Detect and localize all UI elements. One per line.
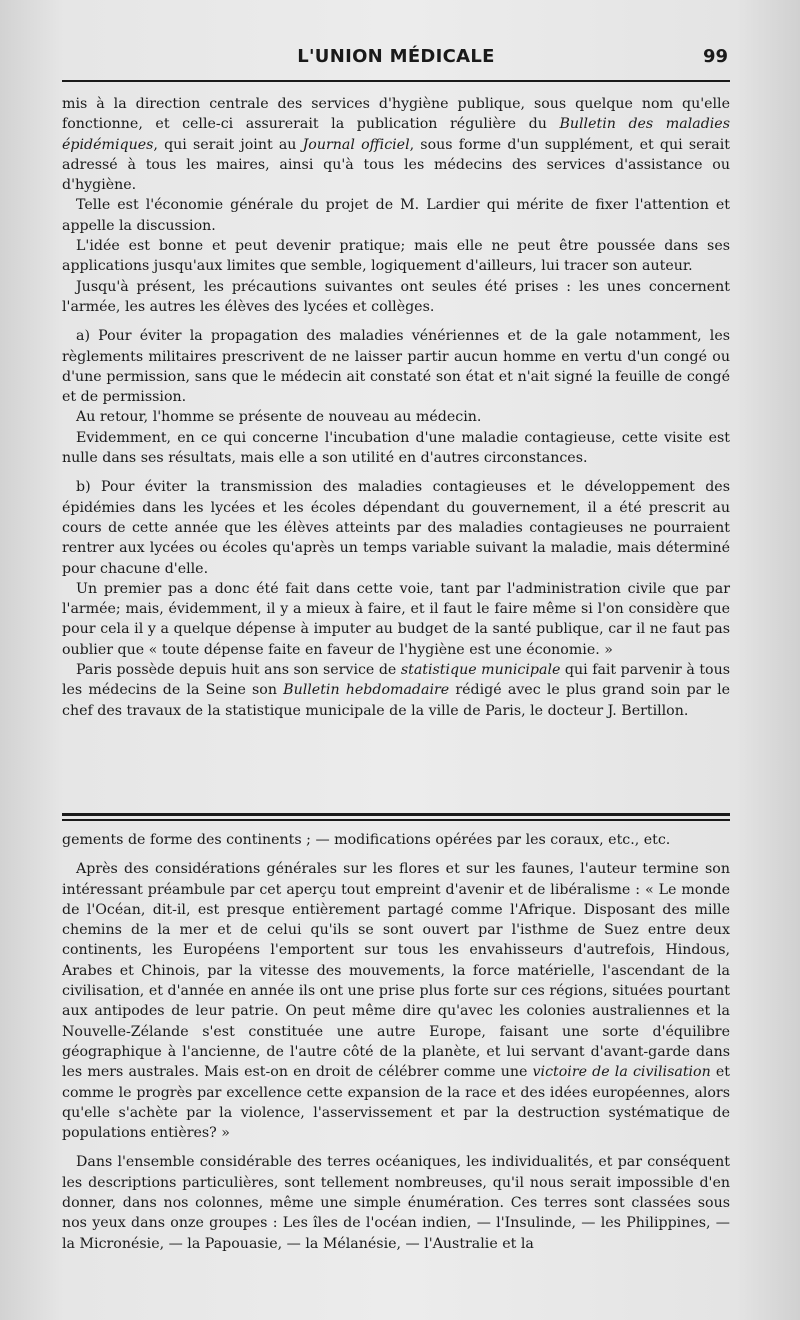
bottom-article — [62, 830, 730, 1254]
paragraph: Telle est l'économie générale du projet de M. Lardier qui mérite de fixer l'attention et appelle la discussion. — [62, 197, 730, 234]
paragraph: mis à la direction centrale des services d'hygiène publique, sous quelque nom qu'elle fonctionne, et celle-ci assurerait la publication régulière du Bulletin des maladies épidémiques, qui serait joint au Journal officiel, sous forme d'un supplément, et qui serait adressé à tous les maires, ainsi qu'à tous les médecins des services d'assistance ou d'hygiène. — [62, 96, 731, 194]
paragraph: Evidemment, en ce qui concerne l'incubation d'une maladie contagieuse, cette visite est nulle dans ses résultats, mais elle a son utilité en d'autres circonstances. — [62, 429, 730, 467]
page-number: 99 — [702, 46, 728, 67]
paragraph: Au retour, l'homme se présente de nouveau au médecin. — [76, 409, 482, 426]
paragraph: Dans l'ensemble considérable des terres océaniques, les individualités, et par conséquent les descriptions particulières, sont tellement nombreuses, qu'il nous serait impossible d'en donner, dans nos colonnes, même une simple énumération. Ces terres sont classées sous nos yeux dans onze groupes : Les îles de l'océan indien, — l'Insulinde, — les Philippines, — la Micronésie, — la Papouasie, — la Mélanésie, — l'Australie et la — [62, 1154, 730, 1252]
paragraph: L'idée est bonne et peut devenir pratique; mais elle ne peut être poussée dans ses applications jusqu'aux limites que semble, logiquement d'ailleurs, lui tracer son auteur. — [62, 238, 730, 275]
page-header — [62, 46, 730, 76]
paragraph: gements de forme des continents ; — modifications opérées par les coraux, etc., etc. — [62, 832, 671, 848]
header-rule — [62, 80, 730, 82]
paragraph: Jusqu'à présent, les précautions suivantes ont seules été prises : les unes concernent l'armée, les autres les élèves des lycées et collèges. — [62, 278, 730, 315]
running-title: L'UNION MÉDICALE — [297, 46, 495, 67]
paragraph: Paris possède depuis huit ans son service de statistique municipale qui fait parvenir à tous les médecins de la Seine son Bulletin hebdomadaire rédigé avec le plus grand soin par le chef des travaux de la statistique municipale de la ville de Paris, le docteur J. Bertillon. — [62, 662, 731, 719]
section-rule-thin — [62, 819, 730, 821]
paragraph: Un premier pas a donc été fait dans cette voie, tant par l'administration civile que par l'armée; mais, évidemment, il y a mieux à faire, et il faut le faire même si l'on considère que pour cela il y a quelque dépense à imputer au budget de la santé publique, car il ne faut pas oublier que « toute dépense faite en faveur de l'hygiène est une économie. » — [62, 580, 730, 658]
top-article — [62, 94, 730, 721]
paragraph: a) Pour éviter la propagation des maladies vénériennes et de la gale notamment, les règlements militaires prescrivent de ne laisser partir aucun homme en vertu d'un congé ou d'une permission, sans que le médecin ait constaté son état et n'ait signé la feuille de congé et de permission. — [62, 328, 730, 406]
paragraph: Après des considérations générales sur les flores et sur les faunes, l'auteur termine son intéressant préambule par cet aperçu tout empreint d'avenir et de libéralisme : « Le monde de l'Océan, dit-il, est presque entièrement partagé comme l'Afrique. Disposant des mille chemins de la mer et de celui qu'ils se sont ouvert par l'isthme de Suez entre deux continents, les Européens l'emportent sur tous les envahisseurs d'autrefois, Hindous, Arabes et Chinois, par la vitesse des mouvements, la force matérielle, l'ascendant de la civilisation, et d'année en année ils ont une prise plus forte sur ces régions, situées pourtant aux antipodes de leur patrie. On peut même dire qu'avec les colonies australiennes et la Nouvelle-Zélande s'est constituée une autre Europe, faisant une sorte d'équilibre géographique à l'ancienne, de l'autre côté de la planète, et lui servant d'avant-garde dans les mers australes. Mais est-on en droit de célébrer comme une victoire de la civilisation et comme le progrès par excellence cette expansion de la race et des idées européennes, alors qu'elle s'achète par la violence, l'asservissement et par la destruction systématique de populations entières? » — [62, 861, 730, 1142]
paragraph: b) Pour éviter la transmission des maladies contagieuses et le développement des épidémies dans les lycées et les écoles dépendant du gouvernement, il a été prescrit au cours de cette année que les élèves atteints par des maladies contagieuses ne pourraient rentrer aux lycées ou écoles qu'après un temps variable suivant la maladie, mais déterminé pour chacune d'elle. — [62, 479, 730, 577]
section-rule-thick — [62, 813, 730, 816]
